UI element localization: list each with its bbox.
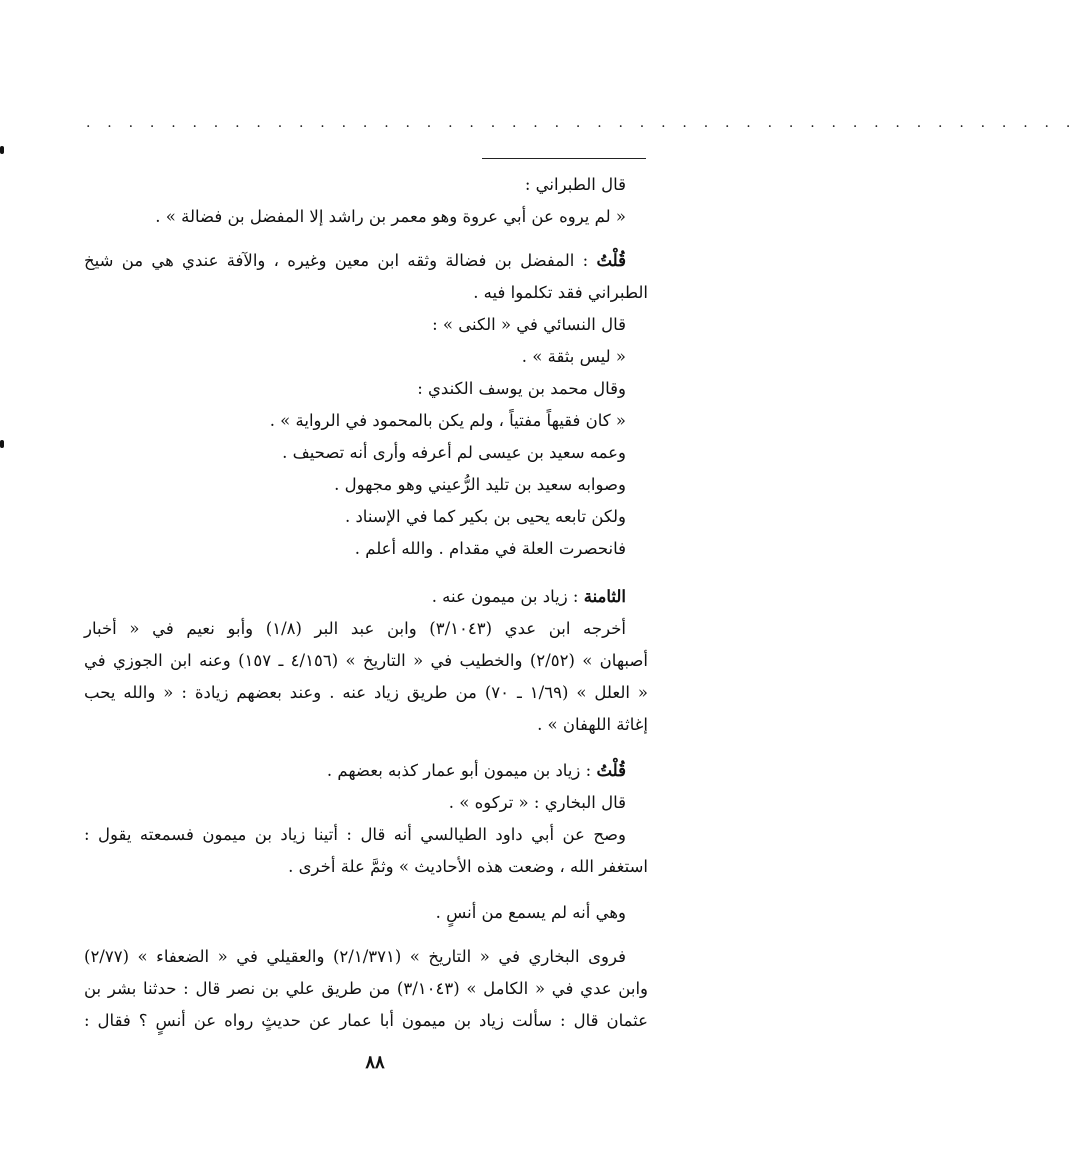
text-line — [84, 974, 648, 1004]
text-line — [84, 470, 648, 500]
scan-edge-mark — [0, 146, 4, 154]
footnote-rule — [482, 158, 646, 159]
text-line — [84, 788, 648, 818]
line-text: فروى البخاري في « التاريخ » (٢/١/٣٧١) والعقيلي في « الضعفاء » (٢/٧٧) — [84, 947, 626, 966]
text-line — [84, 170, 648, 200]
text-line — [84, 646, 648, 676]
line-text: : زياد بن ميمون أبو عمار كذبه بعضهم . — [326, 761, 597, 780]
text-line — [84, 678, 648, 708]
line-text: قال الطبراني : — [524, 175, 626, 194]
text-line — [84, 342, 648, 372]
text-line — [84, 246, 648, 276]
text-line — [84, 582, 648, 612]
line-text: : زياد بن ميمون عنه . — [431, 587, 584, 606]
line-text: أصبهان » (٢/٥٢) والخطيب في « التاريخ » (٤/١٥٦ ـ ١٥٧) وعنه ابن الجوزي في — [84, 651, 648, 670]
line-text: « لم يروه عن أبي عروة وهو معمر بن راشد إلا المفضل بن فضالة » . — [155, 207, 626, 226]
line-text: : المفضل بن فضالة وثقه ابن معين وغيره ، والآفة عندي هي من شيخ — [84, 251, 597, 270]
line-text: ولكن تابعه يحيى بن بكير كما في الإسناد . — [344, 507, 626, 526]
line-text: « ليس بثقة » . — [521, 347, 626, 366]
line-text: فانحصرت العلة في مقدام . والله أعلم . — [354, 539, 626, 558]
dotted-separator: . . . . . . . . . . . . . . . . . . . . . . . . . . . . . . . . . . . . . . . . . . . . . . . — [86, 115, 1076, 131]
text-line — [84, 502, 648, 532]
text-line — [84, 374, 648, 404]
line-lead-word: قُلْتُ — [596, 251, 626, 270]
text-line — [84, 852, 648, 882]
text-line — [84, 406, 648, 436]
line-text: وابن عدي في « الكامل » (٣/١٠٤٣) من طريق علي بن نصر قال : حدثنا بشر بن — [84, 979, 648, 998]
line-text: وصح عن أبي داود الطيالسي أنه قال : أتينا زياد بن ميمون فسمعته يقول : — [84, 825, 626, 844]
text-line — [84, 438, 648, 468]
line-lead-word: قُلْتُ — [596, 761, 626, 780]
text-line — [84, 820, 648, 850]
text-line — [84, 614, 648, 644]
line-lead-word: الثامنة — [583, 587, 626, 606]
line-text: وهي أنه لم يسمع من أنسٍ . — [435, 903, 626, 922]
line-text: عثمان قال : سألت زياد بن ميمون أبا عمار عن حديثٍ رواه عن أنسٍ ؟ فقال : — [84, 1011, 648, 1030]
text-line — [84, 710, 648, 740]
text-line — [84, 278, 648, 308]
line-text: « العلل » (١/٦٩ ـ ٧٠) من طريق زياد عنه . وعند بعضهم زيادة : « والله يحب — [84, 683, 648, 702]
line-text: إغاثة اللهفان » . — [537, 715, 648, 734]
scan-edge-mark — [0, 440, 4, 448]
text-line — [84, 1006, 648, 1036]
line-text: وصوابه سعيد بن تليد الرُّعيني وهو مجهول . — [334, 475, 626, 494]
line-text: « كان فقيهاً مفتياً ، ولم يكن بالمحمود في الرواية » . — [269, 411, 626, 430]
line-text: وقال محمد بن يوسف الكندي : — [417, 379, 626, 398]
line-text: قال النسائي في « الكنى » : — [432, 315, 626, 334]
line-text: وعمه سعيد بن عيسى لم أعرفه وأرى أنه تصحيف . — [282, 443, 626, 462]
text-line — [84, 534, 648, 564]
text-line — [84, 310, 648, 340]
text-line — [84, 202, 648, 232]
line-text: استغفر الله ، وضعت هذه الأحاديث » وثمَّ علة أخرى . — [288, 857, 648, 876]
text-line — [84, 898, 648, 928]
page-number: ٨٨ — [365, 1052, 385, 1073]
line-text: الطبراني فقد تكلموا فيه . — [473, 283, 648, 302]
line-text: أخرجه ابن عدي (٣/١٠٤٣) وابن عبد البر (١/٨) وأبو نعيم في « أخبار — [84, 619, 626, 638]
line-text: قال البخاري : « تركوه » . — [448, 793, 626, 812]
text-line — [84, 942, 648, 972]
text-line — [84, 756, 648, 786]
